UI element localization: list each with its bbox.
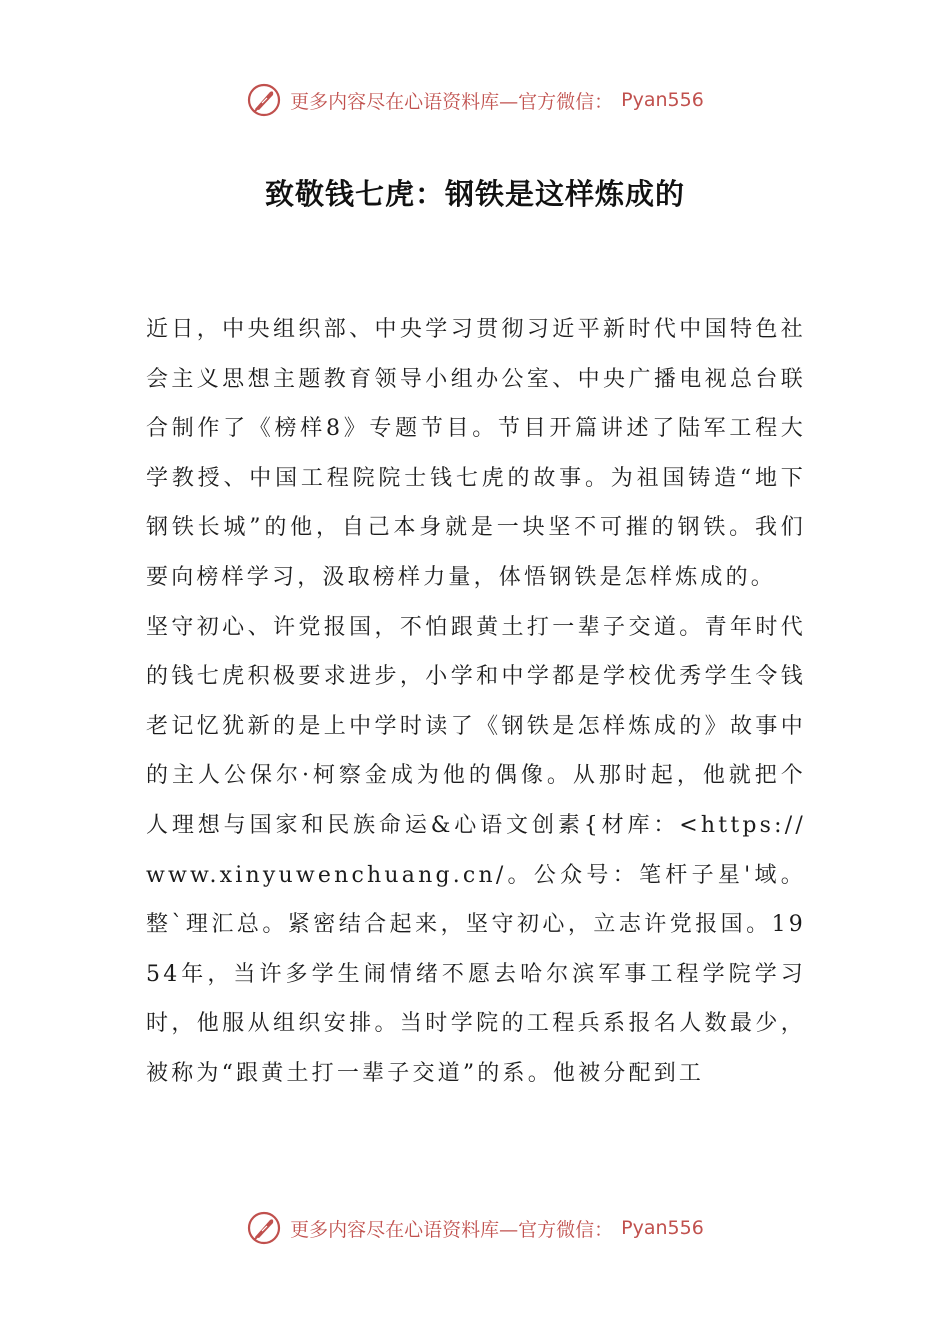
document-body	[146, 305, 806, 1099]
quill-logo-icon	[246, 82, 282, 118]
body-paragraph: 坚守初心、许党报国，不怕跟黄土打一辈子交道。青年时代的钱七虎积极要求进步，小学和中学都是学校优秀学生令钱老记忆犹新的是上中学时读了《钢铁是怎样炼成的》故事中的主人公保尔·柯察金成为他的偶像。从那时起，他就把个人理想与国家和民族命运&心语文创素{材库：<https://www.xinyuwenchuang.cn/。公众号：笔杆子星'域。整`理汇总。紧密结合起来，坚守初心，立志许党报国。1954年，当许多学生闹情绪不愿去哈尔滨军事工程学院学习时，他服从组织安排。当时学院的工程兵系报名人数最少，被称为“跟黄土打一辈子交道”的系。他被分配到工	[146, 614, 806, 1086]
header-watermark-banner	[0, 80, 950, 120]
quill-logo-icon	[246, 1210, 282, 1246]
footer-watermark-banner	[0, 1208, 950, 1248]
footer-watermark-text: 更多内容尽在心语资料库—官方微信：	[290, 1218, 614, 1241]
header-watermark-text: 更多内容尽在心语资料库—官方微信：	[290, 90, 614, 113]
body-paragraph: 近日，中央组织部、中央学习贯彻习近平新时代中国特色社会主义思想主题教育领导小组办公室、中央广播电视总台联合制作了《榜样8》专题节目。节目开篇讲述了陆军工程大学教授、中国工程院院士钱七虎的故事。为祖国铸造“地下钢铁长城”的他，自己本身就是一块坚不可摧的钢铁。我们要向榜样学习，汲取榜样力量，体悟钢铁是怎样炼成的。	[146, 317, 806, 590]
footer-wechat-id: Pyan556	[621, 1217, 704, 1239]
header-wechat-id: Pyan556	[621, 89, 704, 111]
document-title: 致敬钱七虎：钢铁是这样炼成的	[264, 177, 685, 211]
